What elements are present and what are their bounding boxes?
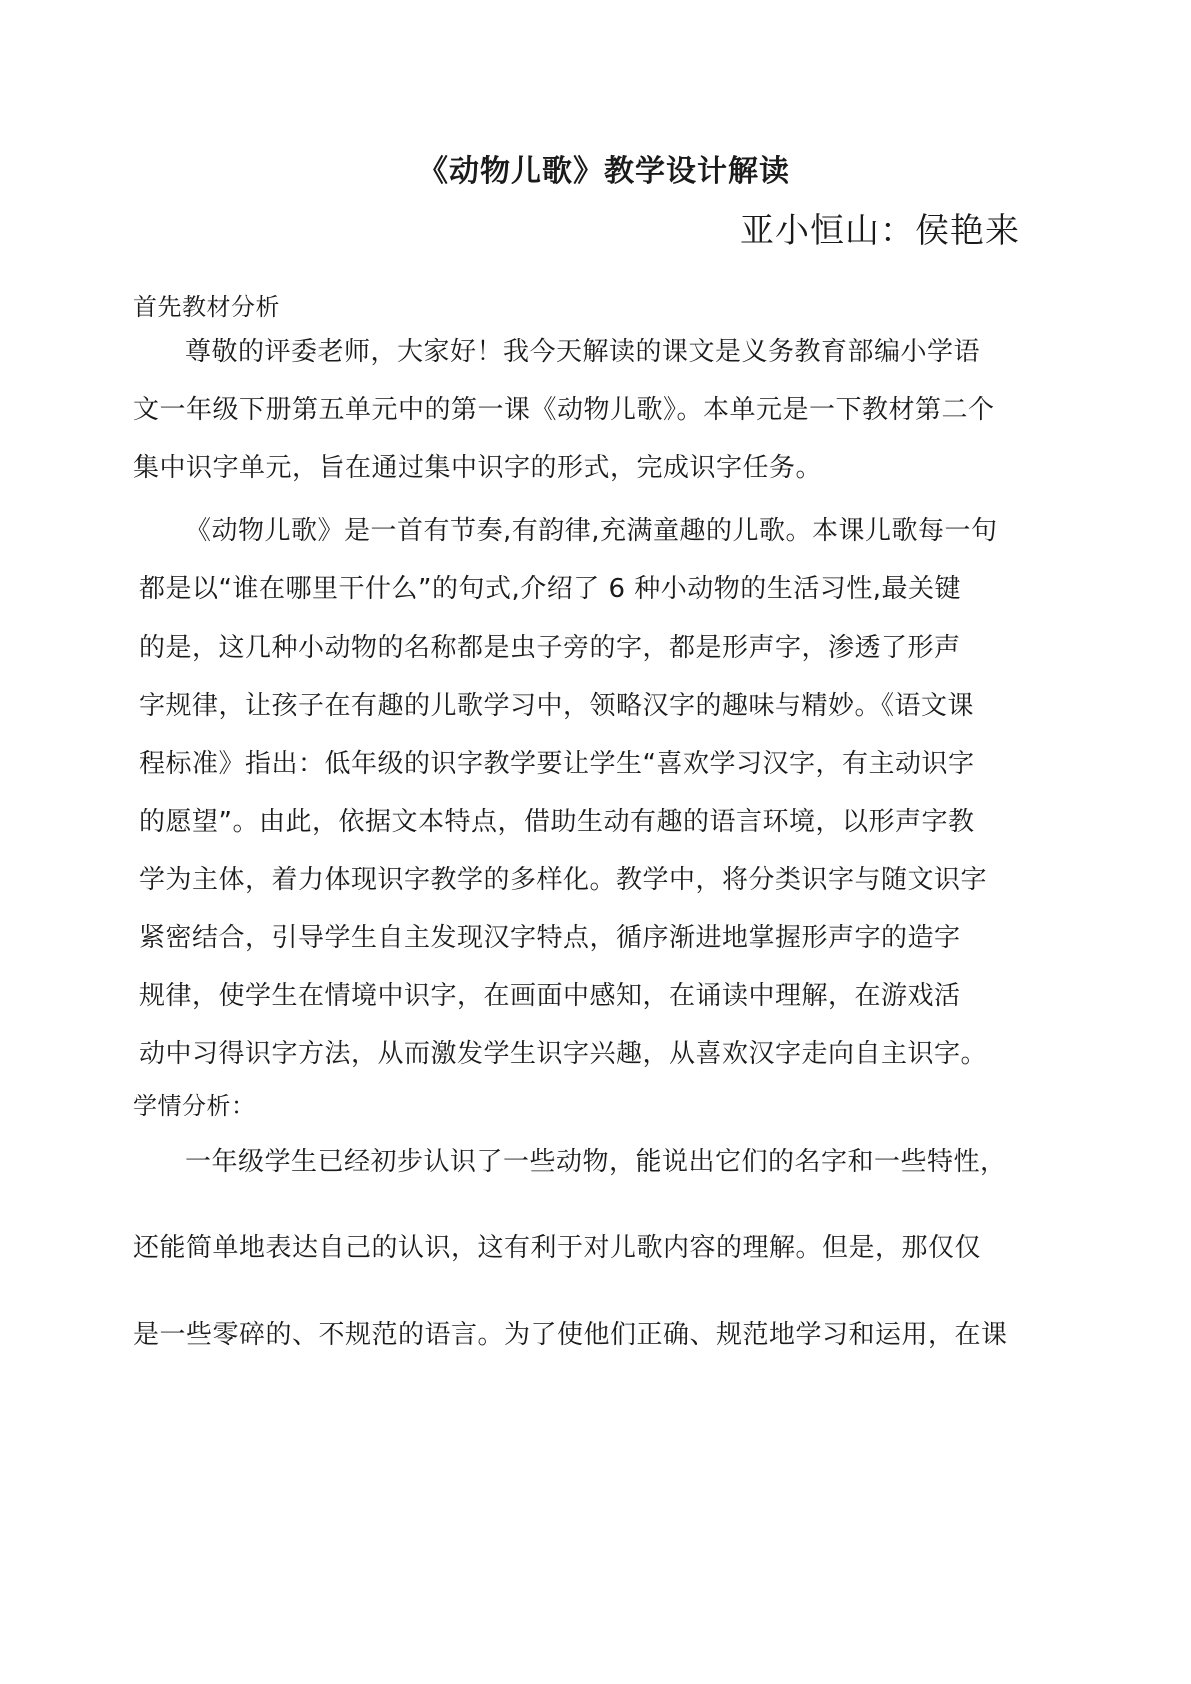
paragraph-line: 程标准》指出：低年级的识字教学要让学生“喜欢学习汉字，有主动识字 xyxy=(139,749,975,779)
paragraph-line: 的愿望”。由此，依据文本特点，借助生动有趣的语言环境，以形声字教 xyxy=(139,807,975,837)
paragraph-line: 动中习得识字方法，从而激发学生识字兴趣，从喜欢汉字走向自主识字。 xyxy=(139,1039,988,1069)
paragraph-line: 一年级学生已经初步认识了一些动物，能说出它们的名字和一些特性， xyxy=(185,1147,1007,1177)
paragraph-line: 还能简单地表达自己的认识，这有利于对儿歌内容的理解。但是，那仅仅 xyxy=(133,1233,982,1263)
paragraph-line: 《动物儿歌》是一首有节奏,有韵律,充满童趣的儿歌。本课儿歌每一句 xyxy=(185,516,998,546)
document-title: 《动物儿歌》教学设计解读 xyxy=(418,154,790,189)
paragraph-line: 都是以“谁在哪里干什么”的句式,介绍了 6 种小动物的生活习性,最关键 xyxy=(139,574,962,604)
paragraph-line: 规律，使学生在情境中识字，在画面中感知，在诵读中理解，在游戏活 xyxy=(139,981,961,1011)
author-line: 亚小恒山：侯艳来 xyxy=(740,211,1020,251)
section-heading-student-analysis: 学情分析： xyxy=(133,1092,256,1120)
paragraph-line: 紧密结合，引导学生自主发现汉字特点，循序渐进地掌握形声字的造字 xyxy=(139,923,961,953)
paragraph-line: 文一年级下册第五单元中的第一课《动物儿歌》。本单元是一下教材第二个 xyxy=(133,395,995,425)
paragraph-line: 集中识字单元，旨在通过集中识字的形式，完成识字任务。 xyxy=(133,453,823,483)
paragraph-line: 是一些零碎的、不规范的语言。为了使他们正确、规范地学习和运用，在课 xyxy=(133,1320,1008,1350)
paragraph-line: 的是，这几种小动物的名称都是虫子旁的字，都是形声字，渗透了形声 xyxy=(139,633,961,663)
paragraph-line: 学为主体，着力体现识字教学的多样化。教学中，将分类识字与随文识字 xyxy=(139,865,988,895)
paragraph-line: 尊敬的评委老师，大家好！我今天解读的课文是义务教育部编小学语 xyxy=(185,337,981,367)
section-heading-textbook-analysis: 首先教材分析 xyxy=(133,293,280,321)
paragraph-line: 字规律，让孩子在有趣的儿歌学习中，领略汉字的趣味与精妙。《语文课 xyxy=(139,691,975,721)
